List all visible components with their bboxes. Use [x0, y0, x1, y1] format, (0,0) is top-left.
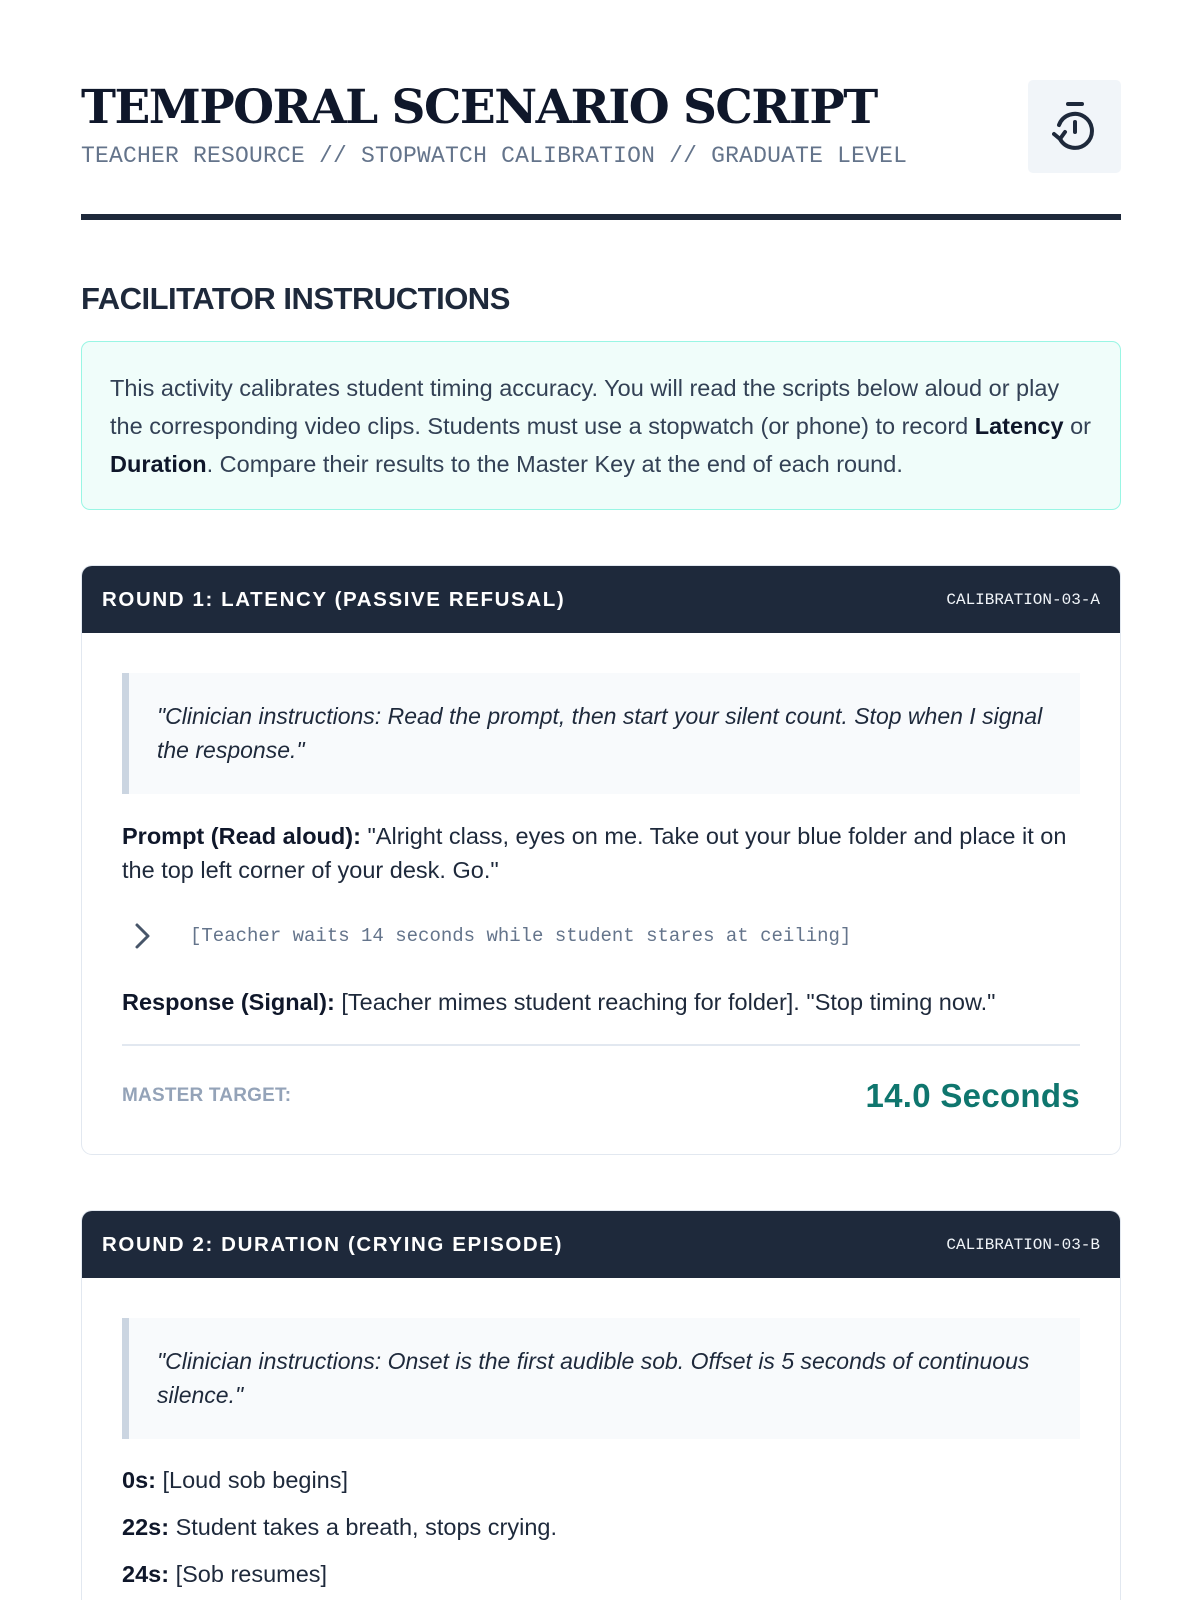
header-divider — [81, 214, 1121, 220]
clinician-quote: "Clinician instructions: Read the prompt, then start your silent count. Stop when I signal the response." — [122, 673, 1080, 794]
document-header — [81, 80, 1121, 220]
instructions-text: This activity calibrates student timing accuracy. You will read the scripts below aloud or play the corresponding video clips. Students must use a stopwatch (or phone) to record — [110, 375, 1060, 439]
event-text: [Loud sob begins] — [155, 1467, 349, 1493]
stopwatch-button[interactable] — [1028, 80, 1121, 173]
round-body — [82, 633, 1120, 1126]
stage-direction — [122, 919, 1080, 953]
master-target-label: MASTER TARGET: — [122, 1084, 292, 1106]
stopwatch-reset-icon — [1052, 101, 1098, 153]
round-code: CALIBRATION-03-B — [946, 1235, 1100, 1254]
event-time: 22s: — [122, 1514, 170, 1540]
prompt-text: "Alright class, eyes on me. Take out your blue folder and place it on the top left corner of your desk. Go." — [122, 823, 1067, 883]
chevron-right-icon — [122, 922, 170, 950]
round-code: CALIBRATION-03-A — [946, 590, 1100, 609]
stage-direction-text: [Teacher waits 14 seconds while student stares at ceiling] — [190, 925, 852, 947]
timeline-event — [122, 1557, 1080, 1591]
response-text: [Teacher mimes student reaching for folder]. "Stop timing now." — [334, 989, 996, 1015]
master-target-value: 14.0 Seconds — [865, 1076, 1080, 1114]
timeline-event — [122, 1510, 1080, 1544]
page-title: TEMPORAL SCENARIO SCRIPT — [81, 80, 877, 135]
response-line — [122, 985, 1080, 1019]
facilitator-instructions — [81, 341, 1121, 510]
round-card — [81, 565, 1121, 1155]
round-title: ROUND 1: LATENCY (PASSIVE REFUSAL) — [102, 587, 566, 611]
duration-term: Duration — [110, 451, 207, 477]
event-text: [Sob resumes] — [169, 1561, 328, 1587]
instructions-text: . Compare their results to the Master Key at the end of each round. — [206, 451, 903, 477]
page-subtitle: TEACHER RESOURCE // STOPWATCH CALIBRATION // GRADUATE LEVEL — [81, 143, 908, 169]
round-title: ROUND 2: DURATION (CRYING EPISODE) — [102, 1232, 563, 1256]
prompt-line — [122, 819, 1080, 887]
master-target — [122, 1066, 1080, 1126]
round-card — [81, 1210, 1121, 1600]
prompt-label: Prompt (Read aloud): — [122, 823, 361, 849]
divider — [122, 1044, 1080, 1046]
response-label: Response (Signal): — [122, 989, 335, 1015]
timeline-event — [122, 1463, 1080, 1497]
latency-term: Latency — [974, 413, 1064, 439]
section-heading: FACILITATOR INSTRUCTIONS — [81, 281, 510, 316]
event-time: 0s: — [122, 1467, 156, 1493]
round-header — [82, 1211, 1120, 1278]
event-time: 24s: — [122, 1561, 170, 1587]
round-body — [82, 1278, 1120, 1591]
clinician-quote: "Clinician instructions: Onset is the first audible sob. Offset is 5 seconds of continuous silence." — [122, 1318, 1080, 1439]
instructions-text: or — [1063, 413, 1092, 439]
event-timeline — [122, 1463, 1080, 1591]
round-header — [82, 566, 1120, 633]
event-text: Student takes a breath, stops crying. — [169, 1514, 558, 1540]
